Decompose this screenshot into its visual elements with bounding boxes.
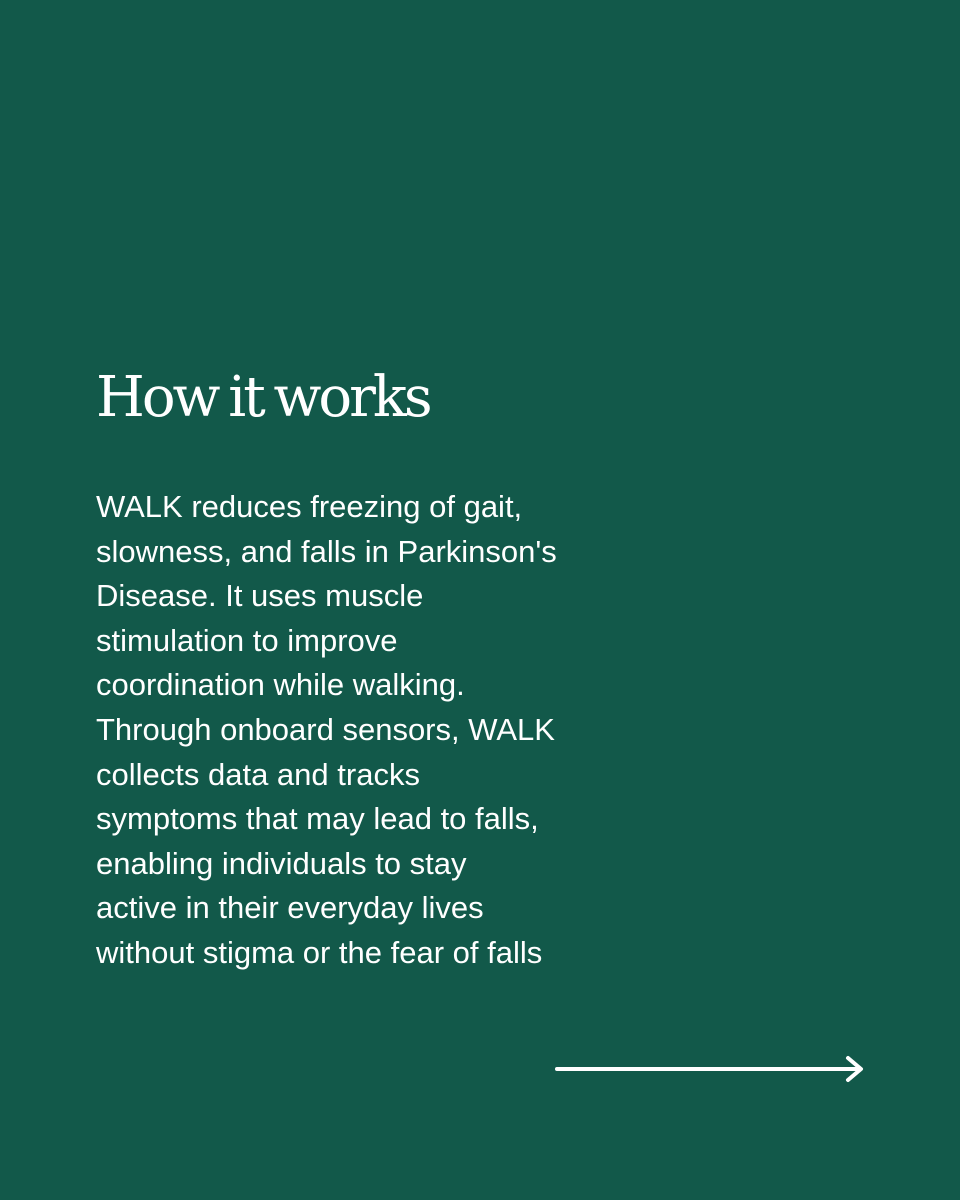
body-line: enabling individuals to stay xyxy=(96,845,467,881)
body-line: WALK reduces freezing of gait, xyxy=(96,489,523,524)
body-line: Disease. It uses muscle xyxy=(96,578,424,614)
page-title: How it works xyxy=(96,365,430,430)
body-line: collects data and tracks xyxy=(96,756,420,792)
body-line: active in their everyday lives xyxy=(96,890,484,926)
body-line: Through onboard sensors, WALK xyxy=(96,711,555,747)
arrow-right-icon[interactable] xyxy=(554,1053,868,1087)
body-line: coordination while walking. xyxy=(96,667,465,703)
body-text xyxy=(96,485,656,976)
body-line: symptoms that may lead to falls, xyxy=(96,801,539,837)
body-line: slowness, and falls in Parkinson's xyxy=(96,533,557,569)
body-line: without stigma or the fear of falls xyxy=(96,934,543,970)
body-line: stimulation to improve xyxy=(96,622,398,658)
